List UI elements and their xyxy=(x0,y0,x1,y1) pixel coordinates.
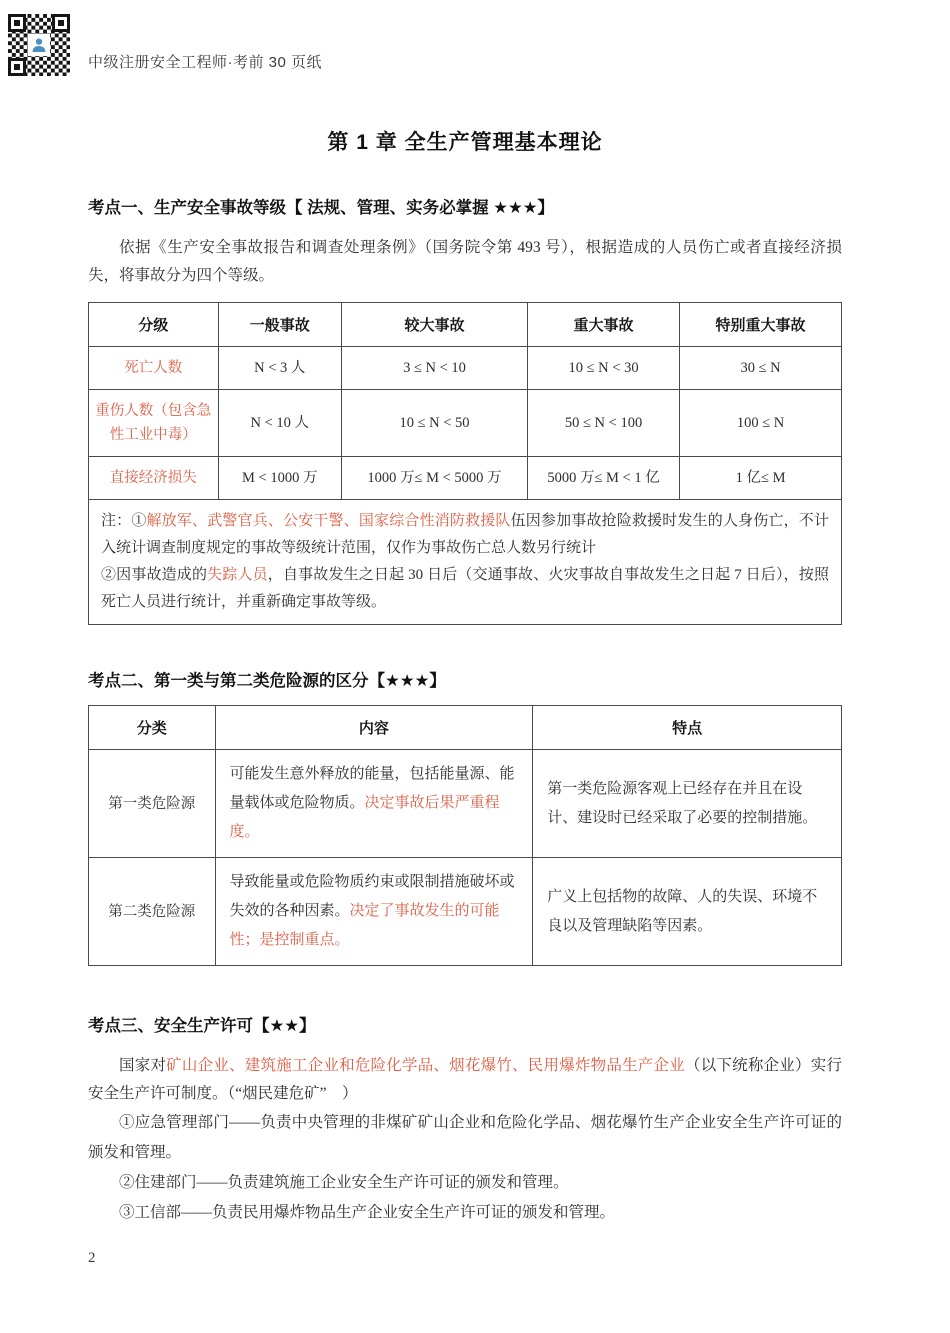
table-cell: 可能发生意外释放的能量，包括能量源、能量载体或危险物质。决定事故后果严重程度。 xyxy=(215,750,533,858)
section3-item: ②住建部门——负责建筑施工企业安全生产许可证的颁发和管理。 xyxy=(119,1174,569,1191)
table-row xyxy=(89,347,842,390)
table-cell: 3 ≤ N < 10 xyxy=(342,347,528,390)
table-cell: 10 ≤ N < 50 xyxy=(342,390,528,457)
row-label: 死亡人数 xyxy=(89,347,219,390)
content-area xyxy=(88,126,842,1228)
section3-heading: 考点三、安全生产许可【★★】 xyxy=(88,1017,316,1035)
column-header: 较大事故 xyxy=(342,303,528,347)
person-icon xyxy=(28,34,50,56)
table-cell: 30 ≤ N xyxy=(680,347,842,390)
table-cell: 广义上包括物的故障、人的失误、环境不良以及管理缺陷等因素。 xyxy=(533,858,842,966)
column-header: 一般事故 xyxy=(218,303,341,347)
table-cell: 50 ≤ N < 100 xyxy=(527,390,679,457)
column-header: 特点 xyxy=(533,706,842,750)
table-row xyxy=(89,750,842,858)
column-header: 分级 xyxy=(89,303,219,347)
page-header xyxy=(0,0,950,76)
row-label: 重伤人数（包含急性工业中毒） xyxy=(89,390,219,457)
table-cell: 100 ≤ N xyxy=(680,390,842,457)
table-row xyxy=(89,390,842,457)
chapter-title: 第 1 章 全生产管理基本理论 xyxy=(327,131,603,154)
table-header-row xyxy=(89,706,842,750)
table-cell: 导致能量或危险物质约束或限制措施破坏或失效的各种因素。决定了事故发生的可能性；是控制重点。 xyxy=(215,858,533,966)
row-label: 直接经济损失 xyxy=(89,457,219,500)
section3-item: ①应急管理部门——负责中央管理的非煤矿矿山企业和危险化学品、烟花爆竹生产企业安全生产许可证的颁发和管理。 xyxy=(88,1114,842,1161)
brand-title: 中级注册安全工程师·考前 30 页纸 xyxy=(88,54,323,71)
page-number: 2 xyxy=(88,1250,96,1266)
table-cell: 第一类危险源客观上已经存在并且在设计、建设时已经采取了必要的控制措施。 xyxy=(533,750,842,858)
table-cell: N < 10 人 xyxy=(218,390,341,457)
table-note-cell xyxy=(89,500,842,625)
section2-heading: 考点二、第一类与第二类危险源的区分【★★★】 xyxy=(88,672,446,690)
qr-finder-icon xyxy=(8,58,26,76)
column-header: 分类 xyxy=(89,706,216,750)
row-label: 第一类危险源 xyxy=(89,750,216,858)
table-row xyxy=(89,457,842,500)
qr-code-icon xyxy=(8,14,70,76)
section1-intro: 依据《生产安全事故报告和调查处理条例》（国务院令第 493 号），根据造成的人员伤亡或者直接经济损失，将事故分为四个等级。 xyxy=(88,239,842,284)
table-cell: 10 ≤ N < 30 xyxy=(527,347,679,390)
accident-level-table xyxy=(88,302,842,625)
table-cell: 5000 万≤ M < 1 亿 xyxy=(527,457,679,500)
table-header-row xyxy=(89,303,842,347)
table-cell: 1000 万≤ M < 5000 万 xyxy=(342,457,528,500)
qr-finder-icon xyxy=(8,14,26,32)
section3-item: ③工信部——负责民用爆炸物品生产企业安全生产许可证的颁发和管理。 xyxy=(119,1204,616,1221)
qr-finder-icon xyxy=(52,14,70,32)
column-header: 重大事故 xyxy=(527,303,679,347)
hazard-source-table xyxy=(88,705,842,966)
table-cell: M < 1000 万 xyxy=(218,457,341,500)
table-row xyxy=(89,858,842,966)
table-cell: 1 亿≤ M xyxy=(680,457,842,500)
row-label: 第二类危险源 xyxy=(89,858,216,966)
section1-heading: 考点一、生产安全事故等级【 法规、管理、实务必掌握 ★★★】 xyxy=(88,199,555,217)
note-line: ②因事故造成的失踪人员，自事故发生之日起 30 日后（交通事故、火灾事故自事故发生之日起 7 日后），按照死亡人员进行统计，并重新确定事故等级。 xyxy=(101,567,829,610)
table-note-row xyxy=(89,500,842,625)
note-line: 注：①解放军、武警官兵、公安干警、国家综合性消防救援队伍因参加事故抢险救援时发生的人身伤亡，不计入统计调查制度规定的事故等级统计范围，仅作为事故伤亡总人数另行统计 xyxy=(101,513,829,556)
column-header: 内容 xyxy=(215,706,533,750)
table-cell: N < 3 人 xyxy=(218,347,341,390)
column-header: 特别重大事故 xyxy=(680,303,842,347)
section3-paragraph: 国家对矿山企业、建筑施工企业和危险化学品、烟花爆竹、民用爆炸物品生产企业（以下统称企业）实行安全生产许可制度。（“烟民建危矿” ） xyxy=(88,1057,842,1102)
